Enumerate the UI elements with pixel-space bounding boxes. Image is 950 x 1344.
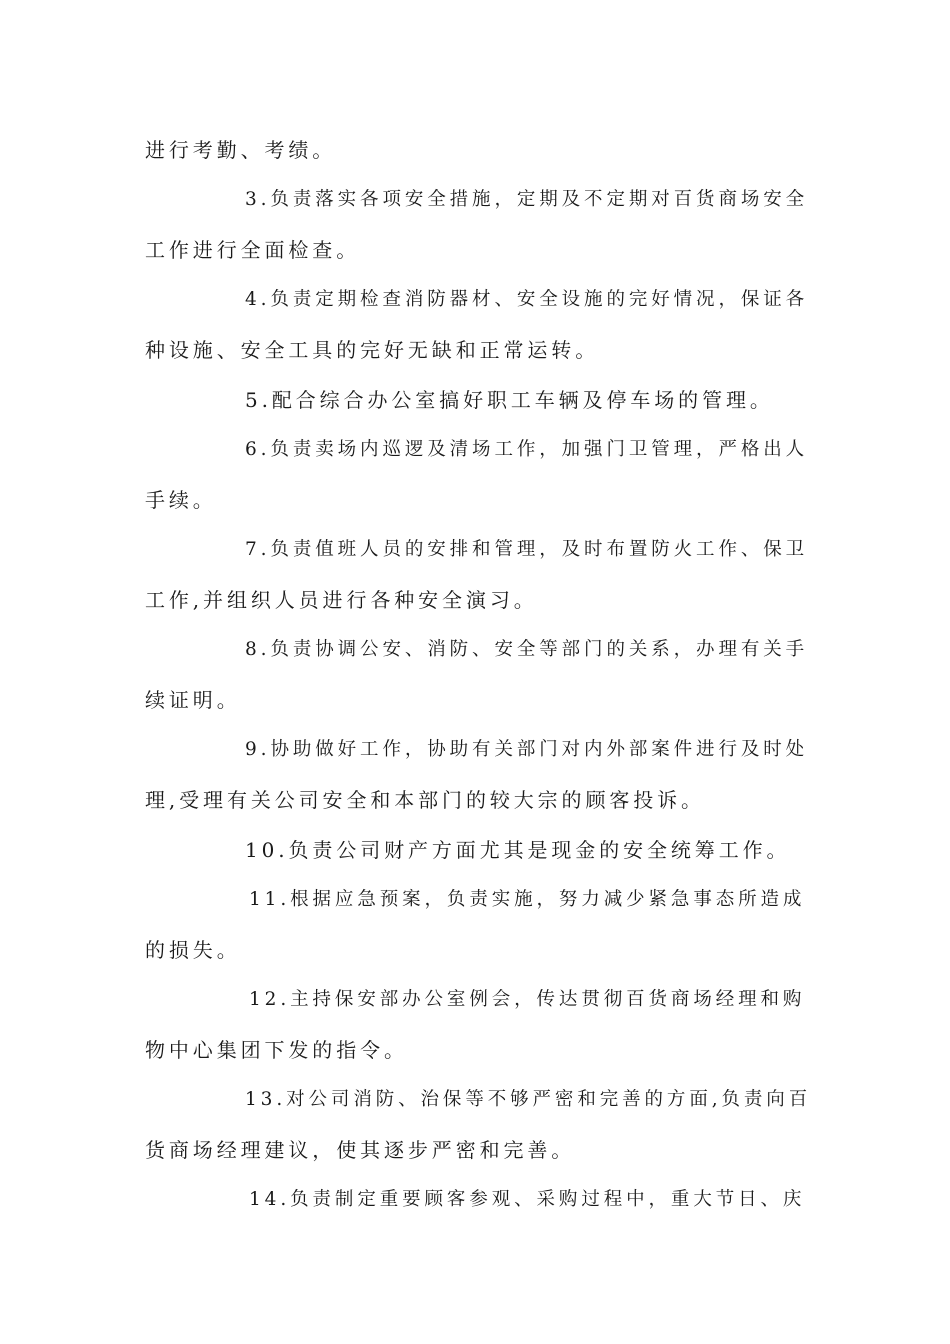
item-8-line: 8.负责协调公安、消防、安全等部门的关系，办理有关手: [245, 639, 809, 660]
item-5-line: 5.配合综合办公室搞好职工车辆及停车场的管理。: [245, 388, 774, 412]
item-14-line: 14.负责制定重要顾客参观、采购过程中，重大节日、庆: [249, 1189, 806, 1210]
text-line: 工作,并组织人员进行各种安全演习。: [145, 588, 538, 612]
text-line: 货商场经理建议，使其逐步严密和完善。: [145, 1138, 576, 1162]
item-9-line: 9.协助做好工作，协助有关部门对内外部案件进行及时处: [245, 739, 809, 760]
text-line: 的损失。: [145, 938, 241, 962]
item-6-line: 6.负责卖场内巡逻及清场工作，加强门卫管理，严格出人: [245, 439, 809, 460]
text-line: 进行考勤、考绩。: [145, 138, 337, 162]
item-11-line: 11.根据应急预案，负责实施，努力减少紧急事态所造成: [249, 889, 806, 910]
item-12-line: 12.主持保安部办公室例会，传达贯彻百货商场经理和购: [249, 989, 806, 1010]
item-3-line: 3.负责落实各项安全措施，定期及不定期对百货商场安全: [245, 189, 809, 210]
text-line: 工作进行全面检查。: [145, 238, 361, 262]
item-13-line: 13.对公司消防、治保等不够严密和完善的方面,负责向百: [245, 1089, 812, 1110]
item-10-line: 10.负责公司财产方面尤其是现金的安全统筹工作。: [245, 838, 791, 862]
text-line: 续证明。: [145, 688, 241, 712]
text-line: 物中心集团下发的指令。: [145, 1038, 408, 1062]
text-line: 手续。: [145, 488, 217, 512]
text-line: 理,受理有关公司安全和本部门的较大宗的顾客投诉。: [145, 788, 705, 812]
item-7-line: 7.负责值班人员的安排和管理，及时布置防火工作、保卫: [245, 539, 809, 560]
text-line: 种设施、安全工具的完好无缺和正常运转。: [145, 338, 600, 362]
item-4-line: 4.负责定期检查消防器材、安全设施的完好情况，保证各: [245, 289, 809, 310]
